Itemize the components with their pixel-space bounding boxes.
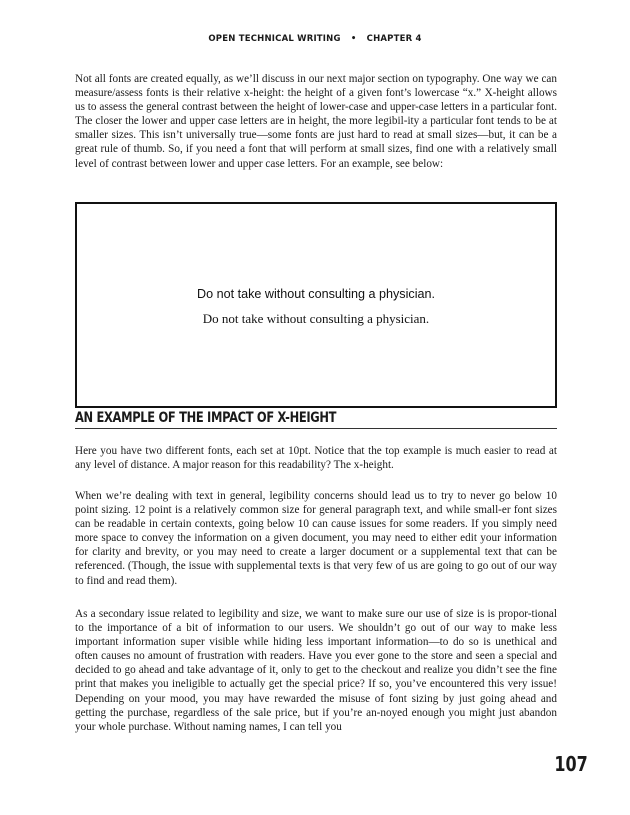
heading-divider: [75, 428, 557, 429]
header-separator: •: [350, 34, 357, 44]
figure-sample-sans: Do not take without consulting a physician.: [196, 287, 436, 301]
running-header: [0, 34, 630, 44]
book-title: OPEN TECHNICAL WRITING: [208, 34, 341, 44]
intro-paragraph: Not all fonts are created equally, as we’ll discuss in our next major section on typography. One way we can measure/assess fonts is their relative x-height: the height of a given font’s lowercase “x.” X-height allows us to assess the general contrast between the height of lower-case and upper-case letters in a particular font. The closer the lower and upper case letters are in height, the more legibil-ity a particular font tends to be at smaller sizes. This isn’t universally true—some fonts are just hard to read at small sizes—but, it can be a great rule of thumb. So, if you need a font that will perform at small sizes, find one with a relatively small level of contrast between lower and upper case letters. For an example, see below:: [75, 73, 557, 170]
page-number: 107: [554, 752, 588, 776]
section-heading: AN EXAMPLE OF THE IMPACT OF X-HEIGHT: [75, 410, 337, 426]
body-paragraph-3: As a secondary issue related to legibility and size, we want to make sure our use of size is is propor-tional to the importance of a bit of information to our users. We shouldn’t go out of our way to make less important information super visible while hiding less important information—to do so is unethical and often causes no amount of frustration with readers. Have you ever gone to the store and seen a special and decided to go ahead and take advantage of it, only to get to the checkout and realize you didn’t see the fine print that makes you ineligible to actually get the special price? If so, you’ve encountered this very issue! Depending on your mood, you may have rewarded the misuse of font sizing by just going ahead and getting the purchase, regardless of the sale price, but if you’re an-noyed enough you might just abandon your whole purchase. Without naming names, I can tell you: [75, 608, 557, 733]
body-paragraph-1: Here you have two different fonts, each set at 10pt. Notice that the top example is much easier to read at any level of distance. A major reason for this readability? The x-height.: [75, 445, 557, 472]
figure-sample-serif: Do not take without consulting a physician.: [202, 311, 430, 326]
chapter-label: CHAPTER 4: [366, 34, 422, 44]
x-height-figure: [75, 202, 557, 408]
body-paragraph-2: When we’re dealing with text in general, legibility concerns should lead us to try to never go below 10 point sizing. 12 point is a relatively common size for general paragraph text, and while small-er font sizes can be readable in certain contexts, going below 10 can cause issues for some readers. If you simply need more space to convey the information on a given document, you may need to either edit your information for clarity and brevity, or you may need to create a larger document or a supplemental text that can be referenced. (Though, the issue with supplemental texts is that very few of us are going to go out of our way to find and read them).: [75, 490, 557, 587]
